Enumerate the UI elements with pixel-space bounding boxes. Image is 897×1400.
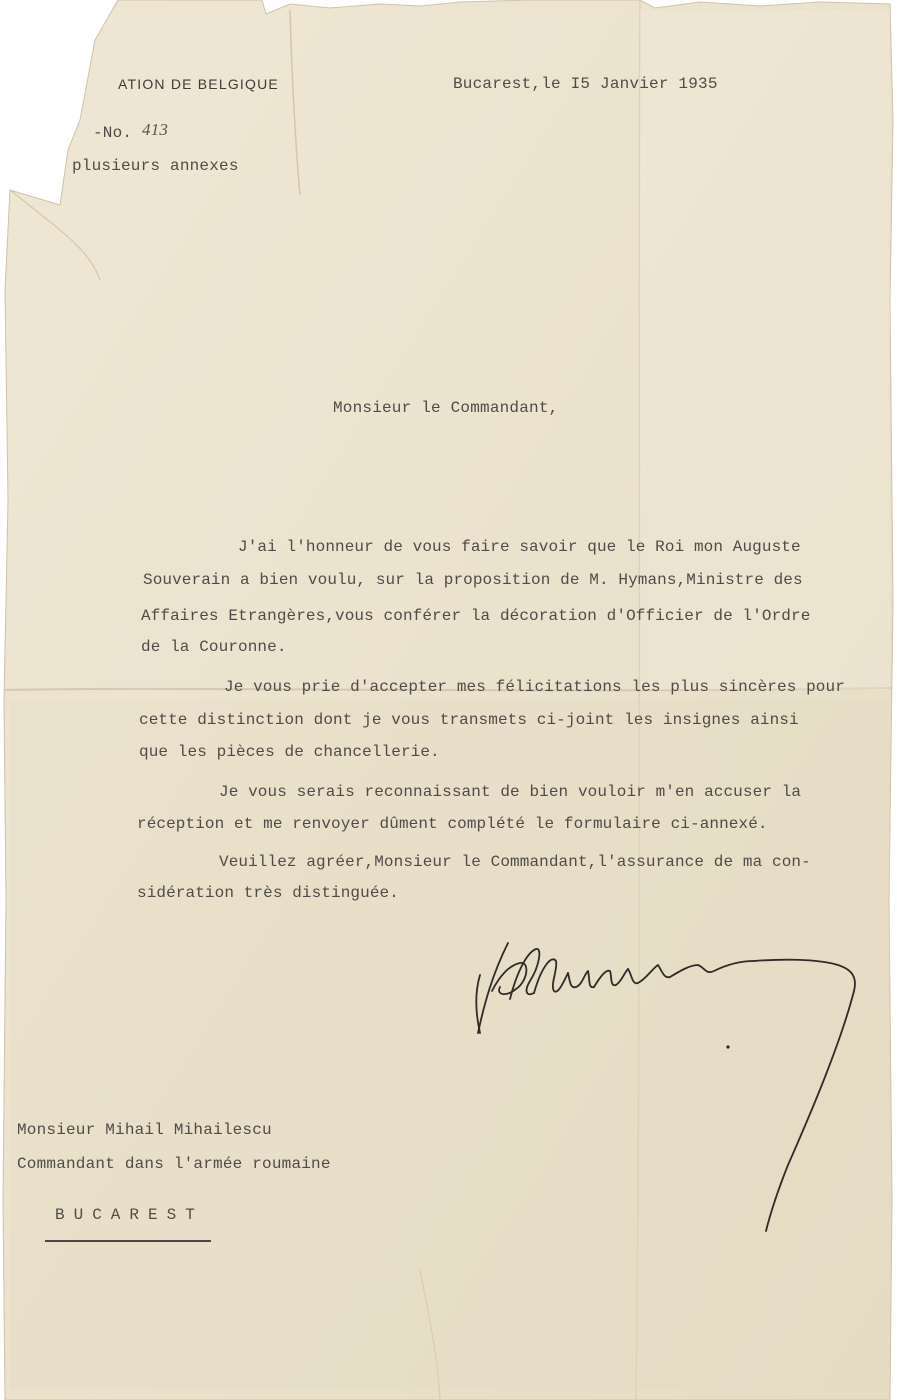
letterhead-annex-note: plusieurs annexes xyxy=(72,157,239,175)
addressee-name: Monsieur Mihail Mihailescu xyxy=(17,1121,272,1139)
body-p2-line2: cette distinction dont je vous transmets ci-joint les insignes ainsi xyxy=(139,711,799,729)
body-p4-line2: sidération très distinguée. xyxy=(137,884,399,902)
letterhead-office: ATION DE BELGIQUE xyxy=(118,76,279,92)
dateline: Bucarest,le I5 Janvier 1935 xyxy=(453,75,718,93)
letterhead-ref-label: -No. xyxy=(93,124,133,142)
addressee-title: Commandant dans l'armée roumaine xyxy=(17,1155,331,1173)
body-p4-line1: Veuillez agréer,Monsieur le Commandant,l'assurance de ma con- xyxy=(219,853,811,871)
salutation: Monsieur le Commandant, xyxy=(333,399,559,417)
city-underline xyxy=(45,1240,211,1242)
body-p1-line3: Affaires Etrangères,vous conférer la décoration d'Officier de l'Ordre xyxy=(141,607,811,625)
body-p3-line1: Je vous serais reconnaissant de bien vouloir m'en accuser la xyxy=(219,783,802,801)
addressee-city: BUCAREST xyxy=(55,1206,204,1224)
letterhead-ref-number: 413 xyxy=(142,120,169,139)
body-p1-line2: Souverain a bien voulu, sur la proposition de M. Hymans,Ministre des xyxy=(143,571,803,589)
body-p2-line1: Je vous prie d'accepter mes félicitations les plus sincères pour xyxy=(224,678,845,696)
body-p2-line3: que les pièces de chancellerie. xyxy=(139,743,440,761)
body-p1-line1: J'ai l'honneur de vous faire savoir que le Roi mon Auguste xyxy=(238,538,801,556)
body-p1-line4: de la Couronne. xyxy=(141,638,287,656)
handwritten-signature xyxy=(470,935,870,1235)
body-p3-line2: réception et me renvoyer dûment complété le formulaire ci-annexé. xyxy=(137,815,768,833)
